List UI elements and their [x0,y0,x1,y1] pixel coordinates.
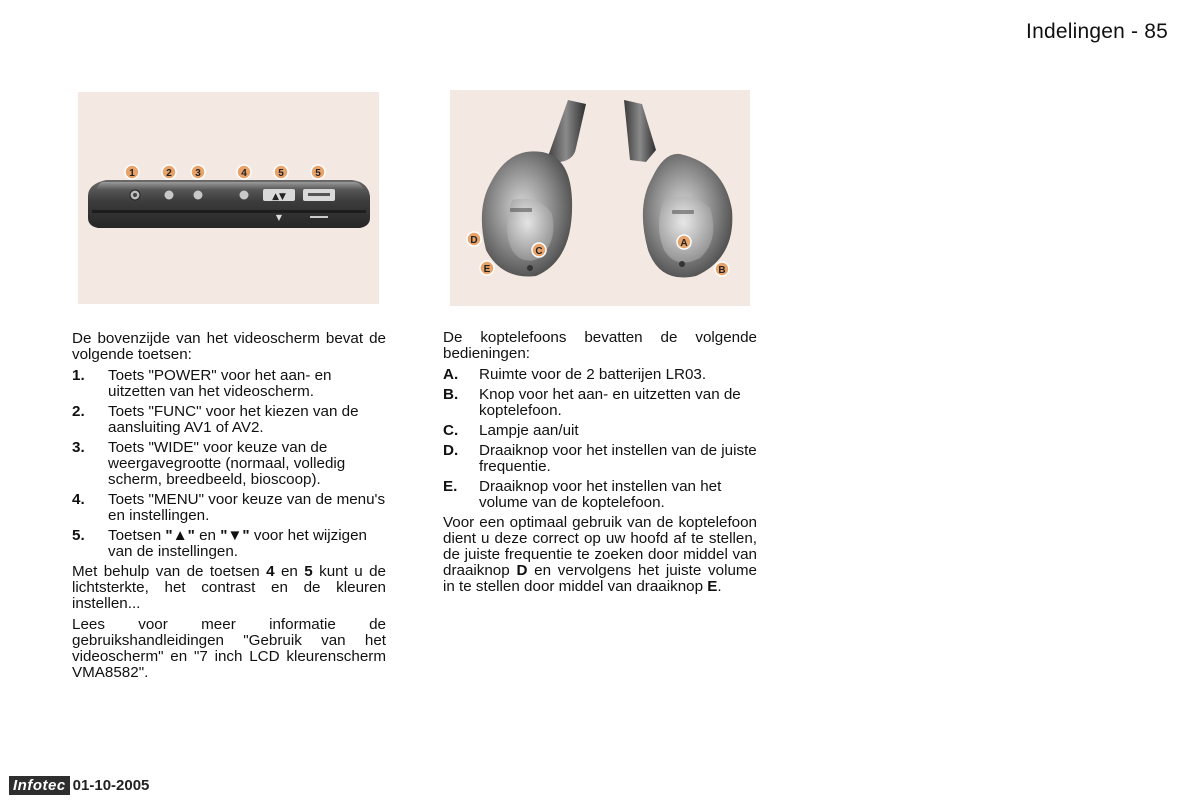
down-arrow-icon: "▼" [220,527,250,544]
page-footer [9,775,149,795]
list-item: D. Draaiknop voor het instellen van de juiste frequentie. [443,442,757,475]
up-arrow-icon: "▲" [165,527,195,544]
list-item: 1. Toets "POWER" voor het aan- en uitzetten van het videoscherm. [72,367,332,400]
video-screen-figure [78,92,379,304]
headphones-illustration [450,90,750,306]
headphone-intro: De koptelefoons bevatten de volgende bedieningen: [443,329,757,362]
svg-text:▼: ▼ [275,213,283,222]
screen-callout-4: 4 [241,168,247,179]
screen-callout-5b: 5 [315,168,321,179]
headphones-figure [450,90,750,306]
screen-controls-list [72,368,386,560]
page-header: Indelingen - 85 [1026,20,1168,43]
list-item: C. Lampje aan/uit [443,422,579,439]
headphone-callout-c: C [535,246,543,257]
screen-callout-5a: 5 [278,168,284,179]
headphone-callout-e: E [483,264,491,275]
screen-callout-1: 1 [129,168,135,179]
screen-controls-section [72,331,386,686]
list-item: B. Knop voor het aan- en uitzetten van de koptelefoon. [443,386,741,419]
list-item: 3. Toets "WIDE" voor keuze van de weergavegrootte (normaal, volledig scherm, breedbeeld, bioscoop). [72,439,346,488]
screen-callout-3: 3 [195,168,201,179]
list-item: E. Draaiknop voor het instellen van het volume van de koptelefoon. [443,478,722,511]
headphone-callout-b: B [718,265,726,276]
manuals-paragraph: Lees voor meer informatie de gebruikshandleidingen "Gebruik van het videoscherm" en "7 inch LCD kleurenscherm VMA8582". [72,616,386,681]
headphone-callout-d: D [470,235,478,246]
list-item: A. Ruimte voor de 2 batterijen LR03. [443,366,707,383]
infotec-logo: Infotec [9,776,70,795]
list-item: 4. Toets "MENU" voor keuze van de menu's en instellingen. [72,491,386,524]
list-item: 2. Toets "FUNC" voor het kiezen van de aansluiting AV1 of AV2. [72,403,359,436]
headphone-controls-list [443,367,757,511]
svg-text:▲▼: ▲▼ [272,192,286,202]
list-item: 5. Toetsen "▲" en "▼" voor het wijzigen van de instellingen. [72,527,367,560]
video-screen-illustration [78,92,379,304]
headphone-controls-section [443,330,757,600]
brightness-paragraph: Met behulp van de toetsen 4 en 5 kunt u de lichtsterkte, het contrast en de kleuren instellen... [72,563,386,612]
screen-callout-2: 2 [166,168,172,179]
screen-intro: De bovenzijde van het videoscherm bevat de volgende toetsen: [72,330,386,363]
footer-date: 01-10-2005 [72,776,150,794]
usage-paragraph: Voor een optimaal gebruik van de koptelefoon dient u deze correct op uw hoofd af te stellen, de juiste frequentie te zoeken door middel van draaiknop D en vervolgens het juiste volume in te stellen door middel van draaiknop E. [443,514,757,595]
headphone-callout-a: A [680,238,688,249]
